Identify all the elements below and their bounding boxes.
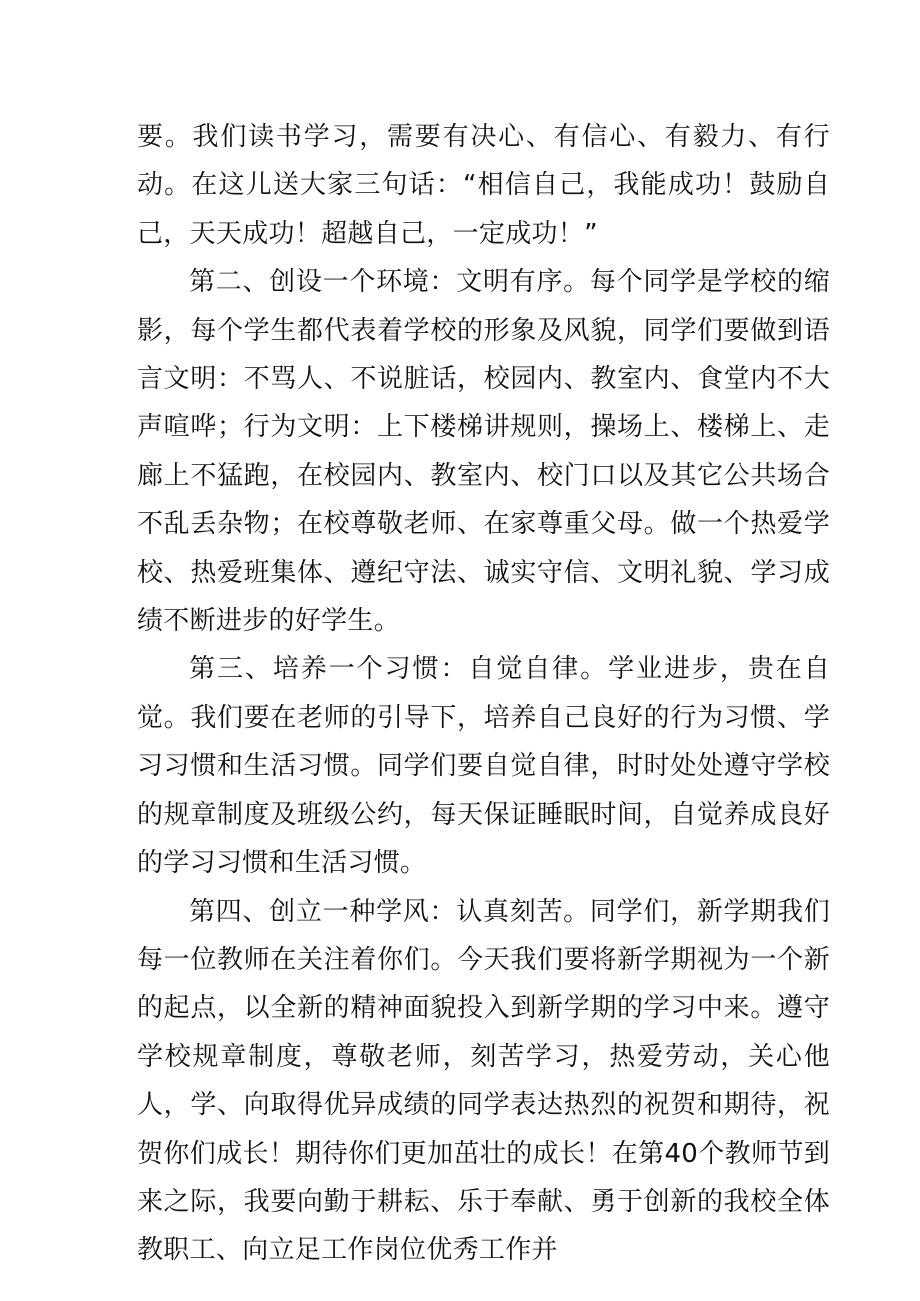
paragraph-third-habit: 第三、培养一个习惯：自觉自律。学业进步，贵在自觉。我们要在老师的引导下，培养自己良好的行为习惯、学习习惯和生活习惯。同学们要自觉自律，时时处处遵守学校的规章制度及班级公约，每天保证睡眠时间，自觉养成良好的学习习惯和生活习惯。 [137, 654, 830, 879]
paragraph-continuation: 要。我们读书学习，需要有决心、有信心、有毅力、有行动。在这儿送大家三句话：“相信自己，我能成功！鼓励自己，天天成功！超越自己，一定成功！” [137, 122, 830, 249]
paragraph-fourth-study-style: 第四、创立一种学风：认真刻苦。同学们，新学期我们每一位教师在关注着你们。今天我们要将新学期视为一个新的起点，以全新的精神面貌投入到新学期的学习中来。遵守学校规章制度，尊敬老师，刻苦学习，热爱劳动，关心他人，学、向取得优异成绩的同学表达热烈的祝贺和期待，祝贺你们成长！期待你们更加茁壮的成长！在第40个教师节到来之际，我要向勤于耕耘、乐于奉献、勇于创新的我校全体教职工、向立足工作岗位优秀工作并 [137, 896, 830, 1266]
paragraph-second-environment: 第二、创设一个环境：文明有序。每个同学是学校的缩影，每个学生都代表着学校的形象及风貌，同学们要做到语言文明：不骂人、不说脏话，校园内、教室内、食堂内不大声喧哗；行为文明：上下楼梯讲规则，操场上、楼梯上、走廊上不猛跑，在校园内、教室内、校门口以及其它公共场合不乱丢杂物；在校尊敬老师、在家尊重父母。做一个热爱学校、热爱班集体、遵纪守法、诚实守信、文明礼貌、学习成绩不断进步的好学生。 [137, 267, 830, 637]
